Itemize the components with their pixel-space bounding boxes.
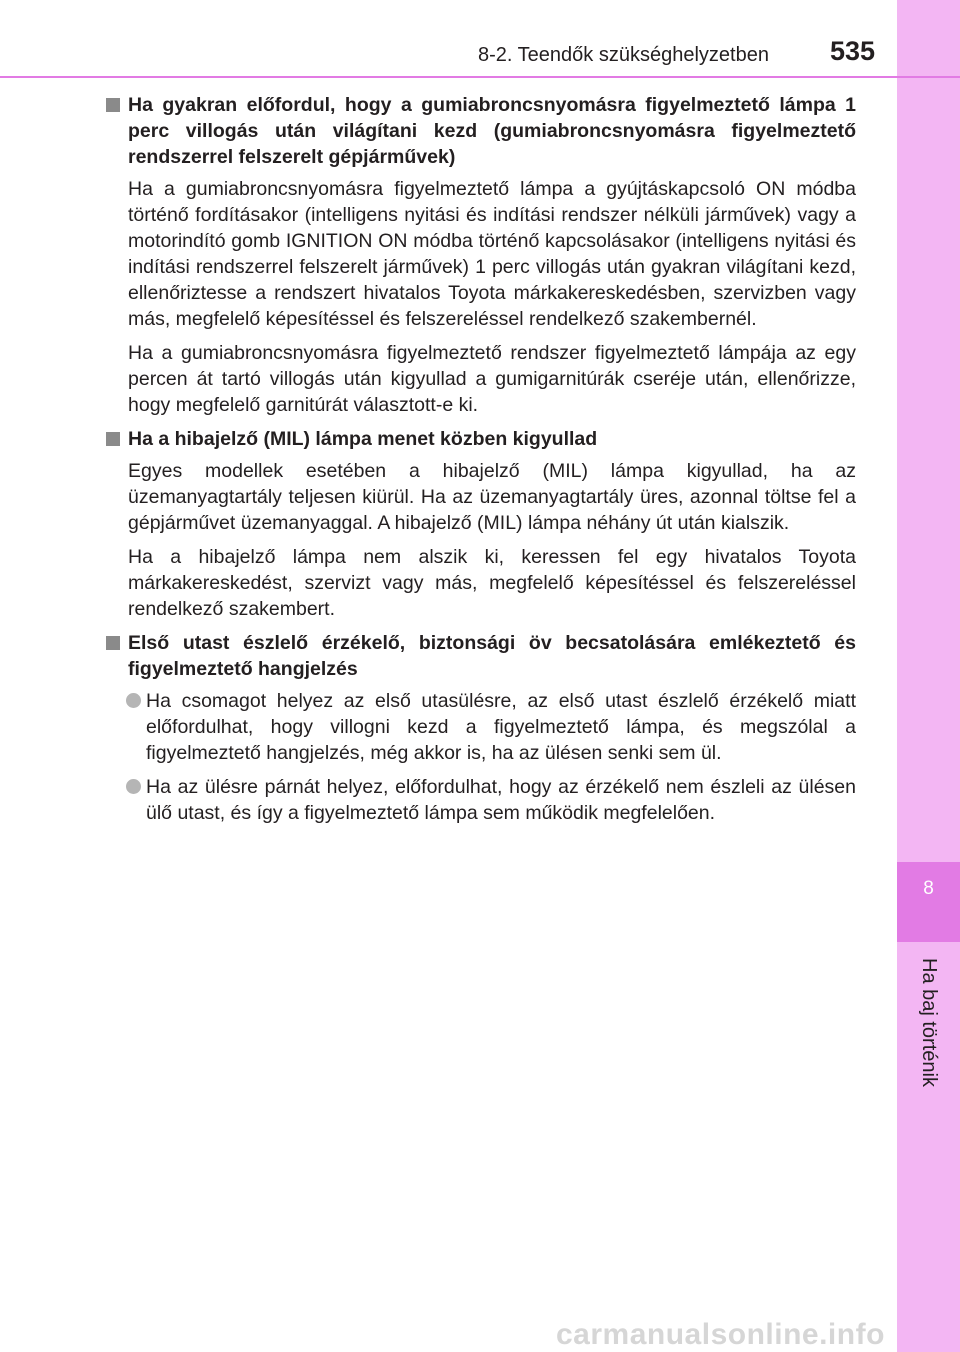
heading-text: Ha a hibajelző (MIL) lámpa menet közben kigyullad xyxy=(128,428,598,450)
square-bullet-icon xyxy=(106,98,120,112)
circle-bullet-icon xyxy=(126,779,141,794)
section-heading xyxy=(104,426,856,452)
bullet-text: Ha csomagot helyez az első utasülésre, az első utast észlelő érzékelő miatt előfordulhat, hogy villogni kezd a figyelmeztető lámpa, és megszólal a figyelmeztető hangjelzés, még akkor is, ha az ülésen senki sem ül. xyxy=(146,690,856,764)
heading-text: Első utast észlelő érzékelő, biztonsági öv becsatolására emlékeztető és figyelmeztető hangjelzés xyxy=(128,632,856,680)
page-content xyxy=(104,92,856,834)
header-divider xyxy=(0,76,960,78)
square-bullet-icon xyxy=(106,636,120,650)
chapter-number: 8 xyxy=(923,878,934,899)
square-bullet-icon xyxy=(106,432,120,446)
watermark: carmanualsonline.info xyxy=(556,1318,885,1351)
bullet-text: Ha az ülésre párnát helyez, előfordulhat, hogy az érzékelő nem észleli az ülésen ülő utast, és így a figyelmeztető lámpa sem működik megfelelően. xyxy=(146,776,856,824)
paragraph: Ha a gumiabroncsnyomásra figyelmeztető lámpa a gyújtáskapcsoló ON módba történő fordításakor (intelligens nyitási és indítási rendszer nélküli járművek) vagy a motorindító gomb IGNITION ON módba történő kapcsolásakor (intelligens nyitási és indítási rendszerrel felszerelt járművek) 1 perc villogás után gyakran világítani kezd, ellenőriztesse a rendszert hivatalos Toyota márkakereskedésben, szervizben vagy más, megfelelő képesítéssel és felszereléssel rendelkező szakembernél. xyxy=(128,178,856,330)
paragraph: Ha a gumiabroncsnyomásra figyelmeztető rendszer figyelmeztető lámpája az egy percen át tartó villogás után kigyullad a gumigarnitúrák cseréje után, ellenőrizze, hogy megfelelő garnitúrát választott-e ki. xyxy=(128,342,856,416)
paragraph: Ha a hibajelző lámpa nem alszik ki, keressen fel egy hivatalos Toyota márkakereskedést, szervizt vagy más, megfelelő képesítéssel és felszereléssel rendelkező szakembert. xyxy=(128,546,856,620)
paragraph: Egyes modellek esetében a hibajelző (MIL) lámpa kigyullad, ha az üzemanyagtartály teljesen kiürül. Ha az üzemanyagtartály üres, azonnal töltse fel a gépjárművet üzemanyaggal. A hibajelző (MIL) lámpa néhány út után kialszik. xyxy=(128,460,856,534)
bullet-item xyxy=(104,774,856,826)
section-title: 8-2. Teendők szükséghelyzetben xyxy=(478,44,769,66)
bullet-item xyxy=(104,688,856,766)
chapter-tab-highlight xyxy=(897,862,960,942)
section-heading xyxy=(104,92,856,170)
chapter-title-container xyxy=(897,958,960,1118)
heading-text: Ha gyakran előfordul, hogy a gumiabroncsnyomásra figyelmeztető lámpa 1 perc villogás után világítani kezd (gumiabroncsnyomásra figyelmeztető rendszerrel felszerelt gépjárművek) xyxy=(128,94,856,168)
circle-bullet-icon xyxy=(126,693,141,708)
page-number: 535 xyxy=(830,36,876,66)
side-tab xyxy=(897,0,960,1352)
chapter-title: Ha baj történik xyxy=(918,958,940,1087)
section-heading xyxy=(104,630,856,682)
